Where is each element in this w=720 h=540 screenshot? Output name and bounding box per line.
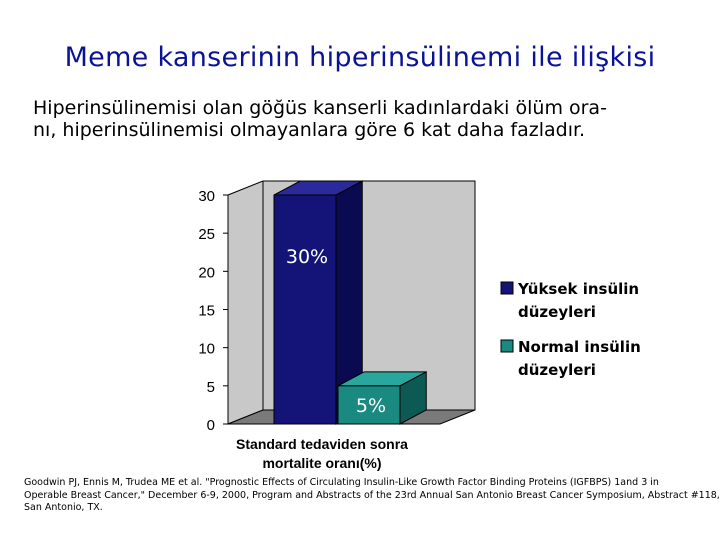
legend-label: düzeyleri — [518, 303, 596, 321]
subtitle-line: Hiperinsülinemisi olan göğüs kanserli kadınlardaki ölüm ora- — [33, 97, 607, 119]
legend-label: düzeyleri — [518, 361, 596, 379]
y-tick-label: 5 — [206, 378, 215, 396]
y-tick-label: 25 — [198, 226, 215, 244]
legend-swatch — [501, 282, 513, 294]
y-axis — [198, 188, 228, 434]
legend-swatch — [501, 340, 513, 352]
y-tick-label: 20 — [198, 264, 215, 282]
legend-label: Yüksek insülin — [518, 280, 640, 298]
chart-legend — [501, 280, 641, 379]
bar — [274, 195, 336, 424]
bar-value-label: 5% — [355, 394, 387, 417]
y-tick-label: 10 — [198, 340, 215, 358]
citation-line: Operable Breast Cancer," December 6-9, 2000, Program and Abstracts of the 23rd Annual San Antonio Breast Cancer Symposium, Abstract #118, — [24, 489, 720, 501]
y-tick-label: 30 — [198, 188, 215, 205]
legend-label: Normal insülin — [518, 338, 641, 356]
y-tick-label: 0 — [206, 417, 215, 434]
bar-value-label: 30% — [285, 246, 329, 268]
citation-line: Goodwin PJ, Ennis M, Trudea ME et al. "Prognostic Effects of Circulating Insulin-Like Growth Factor Binding Proteins (IGFBPS) 1and 3 in — [24, 477, 659, 488]
slide-title: Meme kanserinin hiperinsülinemi ile ilişkisi — [64, 42, 656, 73]
x-axis-label: Standard tedaviden sonra — [236, 436, 408, 452]
y-tick-label: 15 — [198, 302, 215, 320]
citation — [24, 477, 720, 515]
x-axis-label: mortalite oranı(%) — [262, 455, 382, 471]
subtitle-line: nı, hiperinsülinemisi olmayanlara göre 6 kat daha fazladır. — [33, 119, 586, 141]
citation-line: San Antonio, TX. — [24, 502, 103, 513]
